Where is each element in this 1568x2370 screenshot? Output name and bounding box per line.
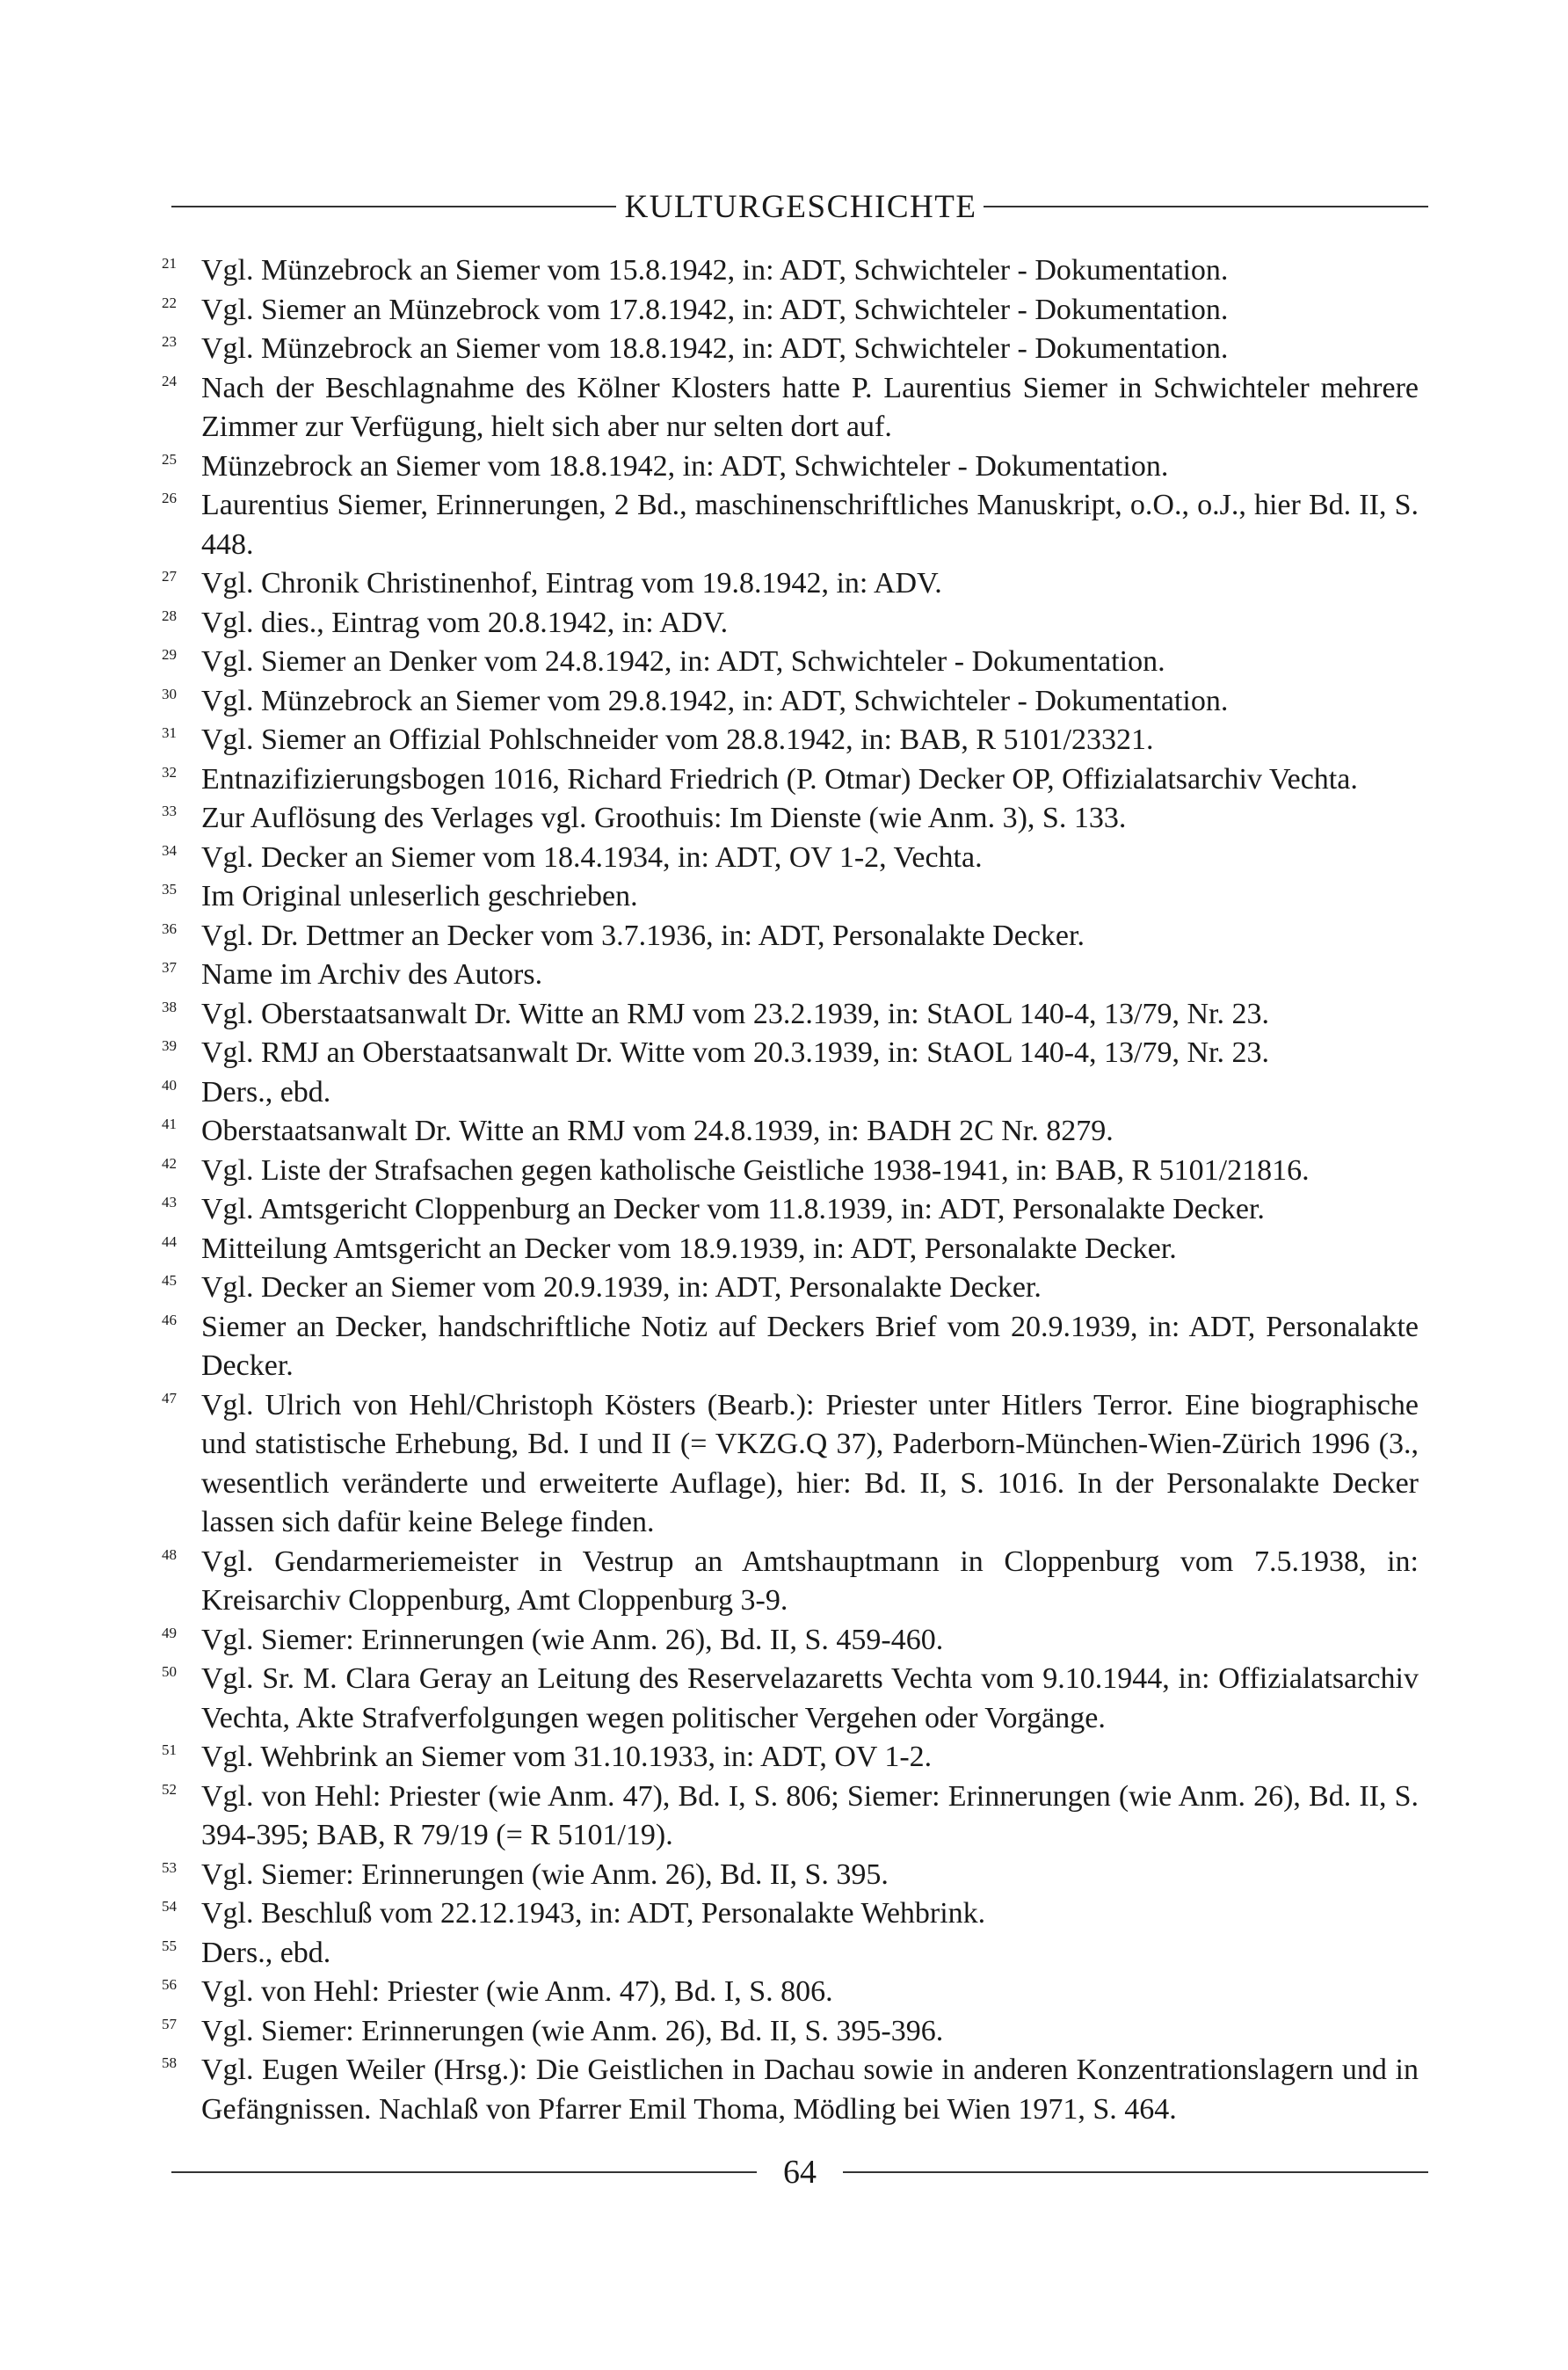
- footnote-number: 30: [162, 685, 177, 702]
- footnote: [162, 291, 1419, 331]
- footnote-text: Vgl. Liste der Strafsachen gegen katholische Geistliche 1938-1941, in: BAB, R 5101/21816.: [201, 1153, 1310, 1187]
- footnote-text: Ders., ebd.: [201, 1936, 331, 1969]
- footnote: [162, 564, 1419, 604]
- footnote-text: Vgl. Siemer an Münzebrock vom 17.8.1942, in: ADT, Schwichteler - Dokumentation.: [201, 293, 1229, 326]
- footnote-text: Vgl. von Hehl: Priester (wie Anm. 47), Bd. I, S. 806; Siemer: Erinnerungen (wie Anm. 26), Bd. II, S. 394-395; BAB, R 79/19 (= R 5101/19).: [201, 1779, 1419, 1851]
- footnote: [162, 369, 1419, 447]
- footnote-text: Vgl. Eugen Weiler (Hrsg.): Die Geistlichen in Dachau sowie in anderen Konzentrationslagern und in Gefängnissen. Nachlaß von Pfarrer Emil Thoma, Mödling bei Wien 1971, S. 464.: [201, 2054, 1419, 2126]
- footnote: [162, 1856, 1419, 1895]
- running-header: [171, 180, 1428, 233]
- footnote-text: Münzebrock an Siemer vom 18.8.1942, in: ADT, Schwichteler - Dokumentation.: [201, 449, 1169, 483]
- footnote-number: 40: [162, 1076, 177, 1094]
- footnote: [162, 2051, 1419, 2129]
- footnote: [162, 1152, 1419, 1191]
- footnote-number: 34: [162, 841, 177, 859]
- footnote: [162, 1190, 1419, 1230]
- footnote-text: Vgl. dies., Eintrag vom 20.8.1942, in: ADV.: [201, 606, 729, 639]
- footnote: [162, 643, 1419, 682]
- footnote-number: 43: [162, 1194, 177, 1210]
- footnotes-list: [162, 251, 1419, 2129]
- header-rule-left: [171, 206, 616, 207]
- footnote-text: Vgl. von Hehl: Priester (wie Anm. 47), Bd. I, S. 806.: [201, 1975, 833, 2008]
- footnote: [162, 995, 1419, 1035]
- page-number: 64: [783, 2154, 817, 2191]
- footnote-number: 32: [162, 763, 177, 781]
- footnote: [162, 1660, 1419, 1738]
- footnote-number: 41: [162, 1116, 177, 1132]
- footnote-number: 58: [162, 2054, 177, 2071]
- footnote: [162, 1738, 1419, 1778]
- footnote-text: Vgl. Beschluß vom 22.12.1943, in: ADT, Personalakte Wehbrink.: [201, 1897, 986, 1930]
- footnote-text: Zur Auflösung des Verlages vgl. Groothuis: Im Dienste (wie Anm. 3), S. 133.: [201, 802, 1127, 834]
- footnote-number: 44: [162, 1232, 177, 1250]
- footnote-text: Vgl. Siemer an Denker vom 24.8.1942, in: ADT, Schwichteler - Dokumentation.: [201, 645, 1165, 678]
- footnote-number: 23: [162, 333, 177, 350]
- footnote-number: 55: [162, 1937, 177, 1954]
- footnote: [162, 1269, 1419, 1308]
- footnote: [162, 760, 1419, 800]
- footnote-number: 52: [162, 1780, 177, 1798]
- footnote: [162, 721, 1419, 760]
- footnote-text: Ders., ebd.: [201, 1075, 331, 1109]
- footnote-number: 28: [162, 607, 177, 624]
- footnote-number: 37: [162, 959, 177, 976]
- footnote-number: 27: [162, 568, 177, 585]
- footnote-text: Im Original unleserlich geschrieben.: [201, 880, 638, 912]
- footnote: [162, 917, 1419, 956]
- footnote-number: 56: [162, 1976, 177, 1993]
- footnote-number: 46: [162, 1311, 177, 1328]
- footnote: [162, 1034, 1419, 1073]
- footnote: [162, 799, 1419, 839]
- footnote-text: Entnazifizierungsbogen 1016, Richard Friedrich (P. Otmar) Decker OP, Offizialatsarchiv Vechta.: [201, 762, 1358, 796]
- footnote: [162, 1621, 1419, 1661]
- footnote-text: Vgl. Ulrich von Hehl/Christoph Kösters (Bearb.): Priester unter Hitlers Terror. Eine biographische und statistische Erhebung, Bd. I und II (= VKZG.Q 37), Paderborn-München-Wien-Zürich 1996 (3., wesentlich veränderte und erweiterte Auflage), hier: Bd. II, S. 1016. In der Personalakte Decker lassen sich dafür keine Belege finden.: [201, 1388, 1419, 1538]
- footnote-text: Vgl. Siemer: Erinnerungen (wie Anm. 26), Bd. II, S. 459-460.: [201, 1623, 944, 1656]
- footnote-text: Oberstaatsanwalt Dr. Witte an RMJ vom 24.8.1939, in: BADH 2C Nr. 8279.: [201, 1115, 1114, 1147]
- footnote-text: Vgl. Oberstaatsanwalt Dr. Witte an RMJ vom 23.2.1939, in: StAOL 140-4, 13/79, Nr. 23.: [201, 997, 1269, 1030]
- footnote: [162, 1934, 1419, 1974]
- footnote-number: 57: [162, 2015, 177, 2032]
- footnote-text: Vgl. Siemer: Erinnerungen (wie Anm. 26), Bd. II, S. 395-396.: [201, 2014, 944, 2047]
- footnote-text: Vgl. Amtsgericht Cloppenburg an Decker vom 11.8.1939, in: ADT, Personalakte Decker.: [201, 1193, 1265, 1225]
- footnote-number: 35: [162, 881, 177, 898]
- footnote-text: Vgl. Münzebrock an Siemer vom 18.8.1942, in: ADT, Schwichteler - Dokumentation.: [201, 332, 1229, 365]
- footnote: [162, 1230, 1419, 1269]
- footnote: [162, 839, 1419, 878]
- footnote-number: 29: [162, 646, 177, 663]
- footnote-number: 39: [162, 1037, 177, 1054]
- footnote: [162, 251, 1419, 291]
- footnote-text: Name im Archiv des Autors.: [201, 958, 543, 991]
- footnote-text: Vgl. Wehbrink an Siemer vom 31.10.1933, in: ADT, OV 1-2.: [201, 1741, 933, 1773]
- footnote-number: 22: [162, 294, 177, 311]
- footnote: [162, 604, 1419, 643]
- footnote-text: Vgl. Münzebrock an Siemer vom 15.8.1942, in: ADT, Schwichteler - Dokumentation.: [201, 254, 1229, 287]
- footnote-text: Mitteilung Amtsgericht an Decker vom 18.9.1939, in: ADT, Personalakte Decker.: [201, 1232, 1177, 1265]
- footnote: [162, 1308, 1419, 1386]
- footnote-number: 26: [162, 490, 177, 506]
- footer-rule-left: [171, 2171, 757, 2173]
- footnote: [162, 877, 1419, 917]
- footnote-text: Vgl. Decker an Siemer vom 20.9.1939, in: ADT, Personalakte Decker.: [201, 1271, 1042, 1304]
- footnote: [162, 330, 1419, 369]
- footnote: [162, 1386, 1419, 1543]
- footnote: [162, 486, 1419, 564]
- footer-rule-right: [843, 2171, 1428, 2173]
- footnote-number: 49: [162, 1624, 177, 1641]
- footnote: [162, 1112, 1419, 1152]
- footnote-number: 42: [162, 1154, 177, 1172]
- footnote-number: 50: [162, 1663, 177, 1680]
- footnote-text: Vgl. Chronik Christinenhof, Eintrag vom 19.8.1942, in: ADV.: [201, 567, 942, 600]
- footnote-text: Vgl. Sr. M. Clara Geray an Leitung des Reservelazaretts Vechta vom 9.10.1944, in: Offizialatsarchiv Vechta, Akte Strafverfolgungen wegen politischer Vergehen oder Vorgänge.: [201, 1662, 1419, 1734]
- footnote-text: Laurentius Siemer, Erinnerungen, 2 Bd., maschinenschriftliches Manuskript, o.O., o.J., hier Bd. II, S. 448.: [201, 489, 1419, 561]
- footnote-number: 24: [162, 372, 177, 389]
- footnote-number: 53: [162, 1858, 177, 1876]
- footnote: [162, 1894, 1419, 1934]
- footnote-text: Vgl. Gendarmeriemeister in Vestrup an Amtshauptmann in Cloppenburg vom 7.5.1938, in: Kreisarchiv Cloppenburg, Amt Cloppenburg 3-9.: [201, 1545, 1419, 1617]
- footnote-text: Vgl. RMJ an Oberstaatsanwalt Dr. Witte vom 20.3.1939, in: StAOL 140-4, 13/79, Nr. 23.: [201, 1036, 1269, 1069]
- footnote-number: 48: [162, 1545, 177, 1563]
- footnote: [162, 956, 1419, 995]
- footnote-number: 45: [162, 1272, 177, 1289]
- footnote-text: Vgl. Siemer: Erinnerungen (wie Anm. 26), Bd. II, S. 395.: [201, 1857, 889, 1891]
- page-footer: [171, 2150, 1428, 2194]
- footnote-number: 51: [162, 1741, 177, 1758]
- footnote: [162, 2012, 1419, 2052]
- footnote-text: Vgl. Münzebrock an Siemer vom 29.8.1942, in: ADT, Schwichteler - Dokumentation.: [201, 684, 1229, 717]
- footnote: [162, 1778, 1419, 1856]
- header-rule-right: [984, 206, 1428, 207]
- footnote: [162, 682, 1419, 722]
- footnote-text: Siemer an Decker, handschriftliche Notiz auf Deckers Brief vom 20.9.1939, in: ADT, Personalakte Decker.: [201, 1310, 1419, 1382]
- footnote: [162, 1073, 1419, 1113]
- footnote-text: Vgl. Siemer an Offizial Pohlschneider vom 28.8.1942, in: BAB, R 5101/23321.: [201, 723, 1154, 756]
- footnote-number: 36: [162, 920, 177, 937]
- footnote-number: 47: [162, 1389, 177, 1407]
- footnote-number: 33: [162, 803, 177, 819]
- footnote-number: 31: [162, 724, 177, 741]
- footnote: [162, 1973, 1419, 2012]
- footnote-number: 21: [162, 255, 177, 272]
- running-header-title: KULTURGESCHICHTE: [624, 188, 977, 225]
- footnote: [162, 1543, 1419, 1621]
- footnote-number: 38: [162, 998, 177, 1015]
- footnote-text: Vgl. Decker an Siemer vom 18.4.1934, in: ADT, OV 1-2, Vechta.: [201, 840, 983, 874]
- footnote-number: 54: [162, 1898, 177, 1915]
- footnote-text: Nach der Beschlagnahme des Kölner Klosters hatte P. Laurentius Siemer in Schwichteler mehrere Zimmer zur Verfügung, hielt sich aber nur selten dort auf.: [201, 371, 1419, 443]
- footnote-number: 25: [162, 450, 177, 468]
- footnote: [162, 447, 1419, 487]
- footnote-text: Vgl. Dr. Dettmer an Decker vom 3.7.1936, in: ADT, Personalakte Decker.: [201, 919, 1085, 952]
